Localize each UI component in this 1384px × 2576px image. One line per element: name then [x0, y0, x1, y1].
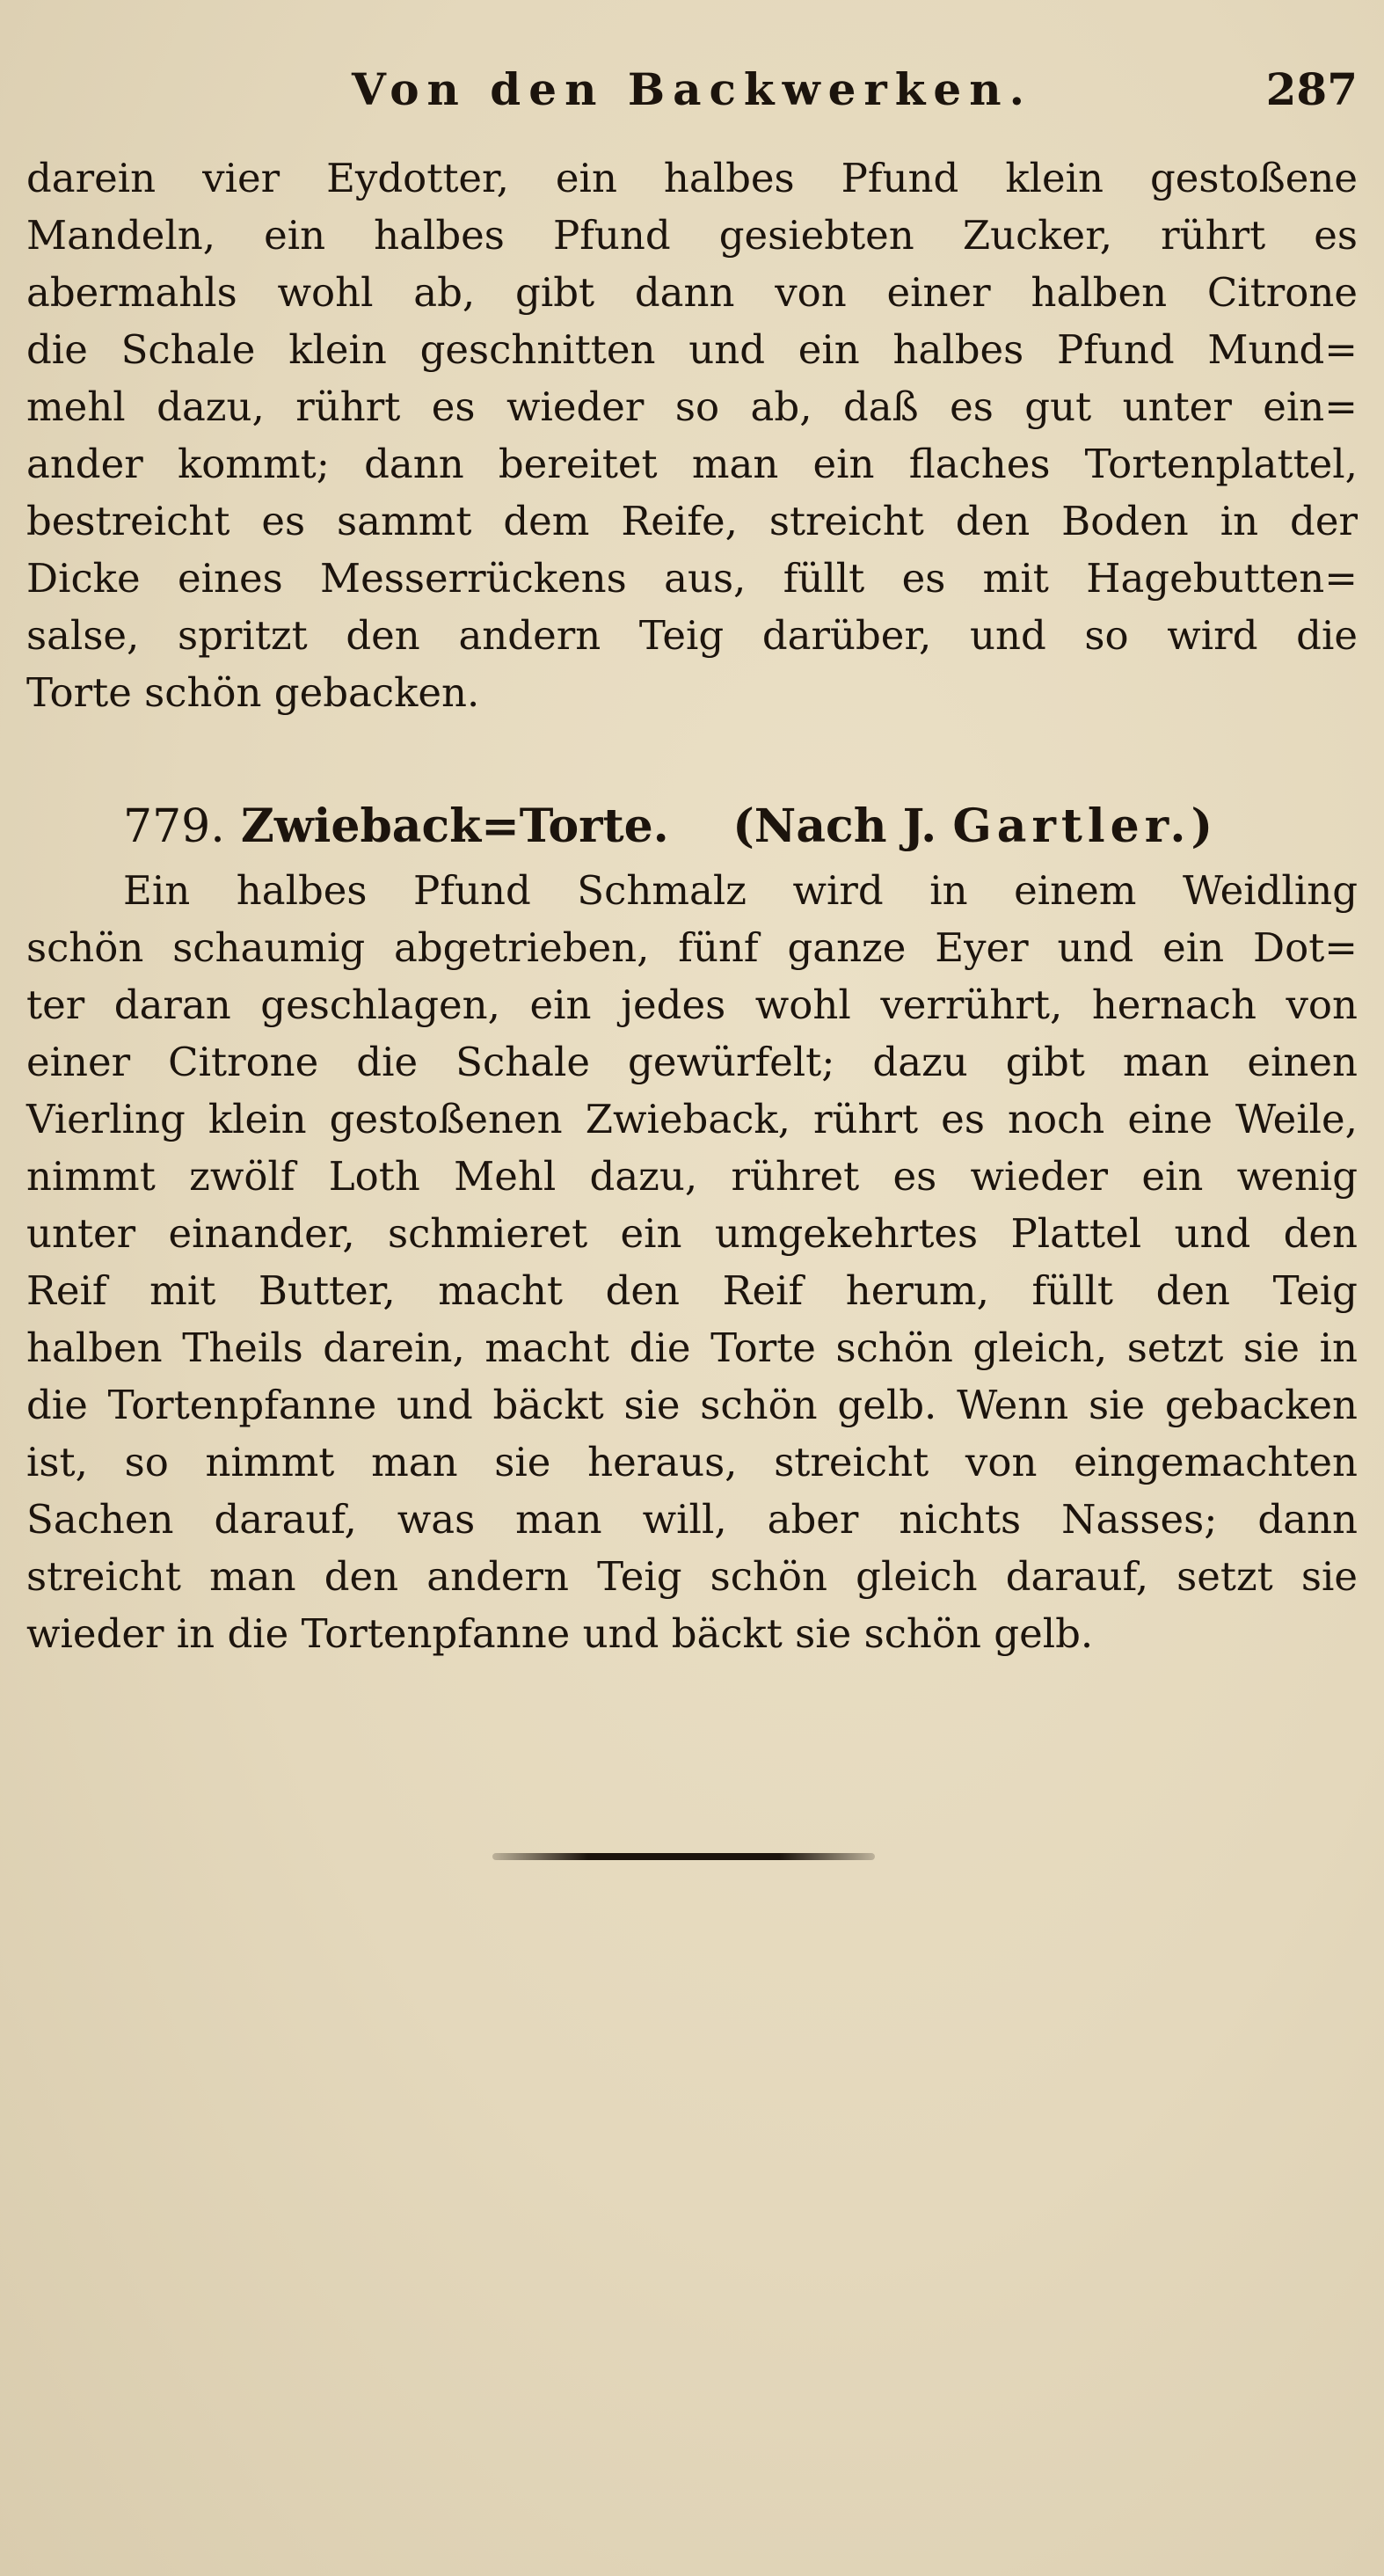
text-line: Ein halbes Pfund Schmalz wird in einem Weidling [123, 867, 1358, 914]
text-line: ter daran geschlagen, ein jedes wohl verrührt, hernach von [26, 982, 1358, 1028]
recipe-title: Zwieback=Torte. [240, 799, 669, 853]
text-line: ander kommt; dann bereitet man ein flaches Tortenplattel, [26, 441, 1358, 487]
text-line: ist, so nimmt man sie heraus, streicht von eingemachten [26, 1439, 1358, 1485]
text-line: Reif mit Butter, macht den Reif herum, füllt den Teig [26, 1267, 1358, 1314]
text-line: mehl dazu, rührt es wieder so ab, daß es gut unter ein= [26, 383, 1358, 430]
running-head [26, 55, 1358, 125]
running-title: Von den Backwerken. [351, 63, 1032, 115]
text-line: Dicke eines Messerrückens aus, füllt es mit Hagebutten= [26, 555, 1358, 602]
page-number: 287 [1265, 63, 1358, 115]
text-line: darein vier Eydotter, ein halbes Pfund klein gestoßene [26, 155, 1358, 201]
text-line: Vierling klein gestoßenen Zwieback, rührt es noch eine Weile, [26, 1096, 1358, 1142]
text-line: schön schaumig abgetrieben, fünf ganze Eyer und ein Dot= [26, 924, 1358, 971]
text-line: nimmt zwölf Loth Mehl dazu, rühret es wieder ein wenig [26, 1153, 1358, 1200]
text-line: unter einander, schmieret ein umgekehrtes Plattel und den [26, 1210, 1358, 1257]
text-line: bestreicht es sammt dem Reife, streicht den Boden in der [26, 498, 1358, 544]
text-line: Mandeln, ein halbes Pfund gesiebten Zucker, rührt es [26, 212, 1358, 259]
text-line: Torte schön gebacken. [26, 669, 480, 716]
recipe-heading [123, 792, 1218, 862]
recipe-number: 779. [123, 800, 225, 853]
text-line: die Schale klein geschnitten und ein halbes Pfund Mund= [26, 326, 1358, 373]
text-line: salse, spritzt den andern Teig darüber, und so wird die [26, 612, 1358, 659]
text-line: wieder in die Tortenpfanne und bäckt sie schön gelb. [26, 1610, 1094, 1657]
section-divider-rule [492, 1853, 875, 1860]
text-line: halben Theils darein, macht die Torte schön gleich, setzt sie in [26, 1324, 1358, 1371]
recipe-attribution-name: Gartler.) [952, 799, 1219, 853]
continued-paragraph [26, 150, 1358, 721]
text-line: die Tortenpfanne und bäckt sie schön gelb. Wenn sie gebacken [26, 1382, 1358, 1428]
recipe-paragraph [26, 862, 1358, 1662]
text-line: streicht man den andern Teig schön gleich darauf, setzt sie [26, 1553, 1358, 1600]
recipe-attribution-prefix: (Nach J. [732, 799, 937, 853]
text-line: einer Citrone die Schale gewürfelt; dazu gibt man einen [26, 1039, 1358, 1085]
text-line: Sachen darauf, was man will, aber nichts Nasses; dann [26, 1496, 1358, 1543]
text-line: abermahls wohl ab, gibt dann von einer halben Citrone [26, 269, 1358, 316]
